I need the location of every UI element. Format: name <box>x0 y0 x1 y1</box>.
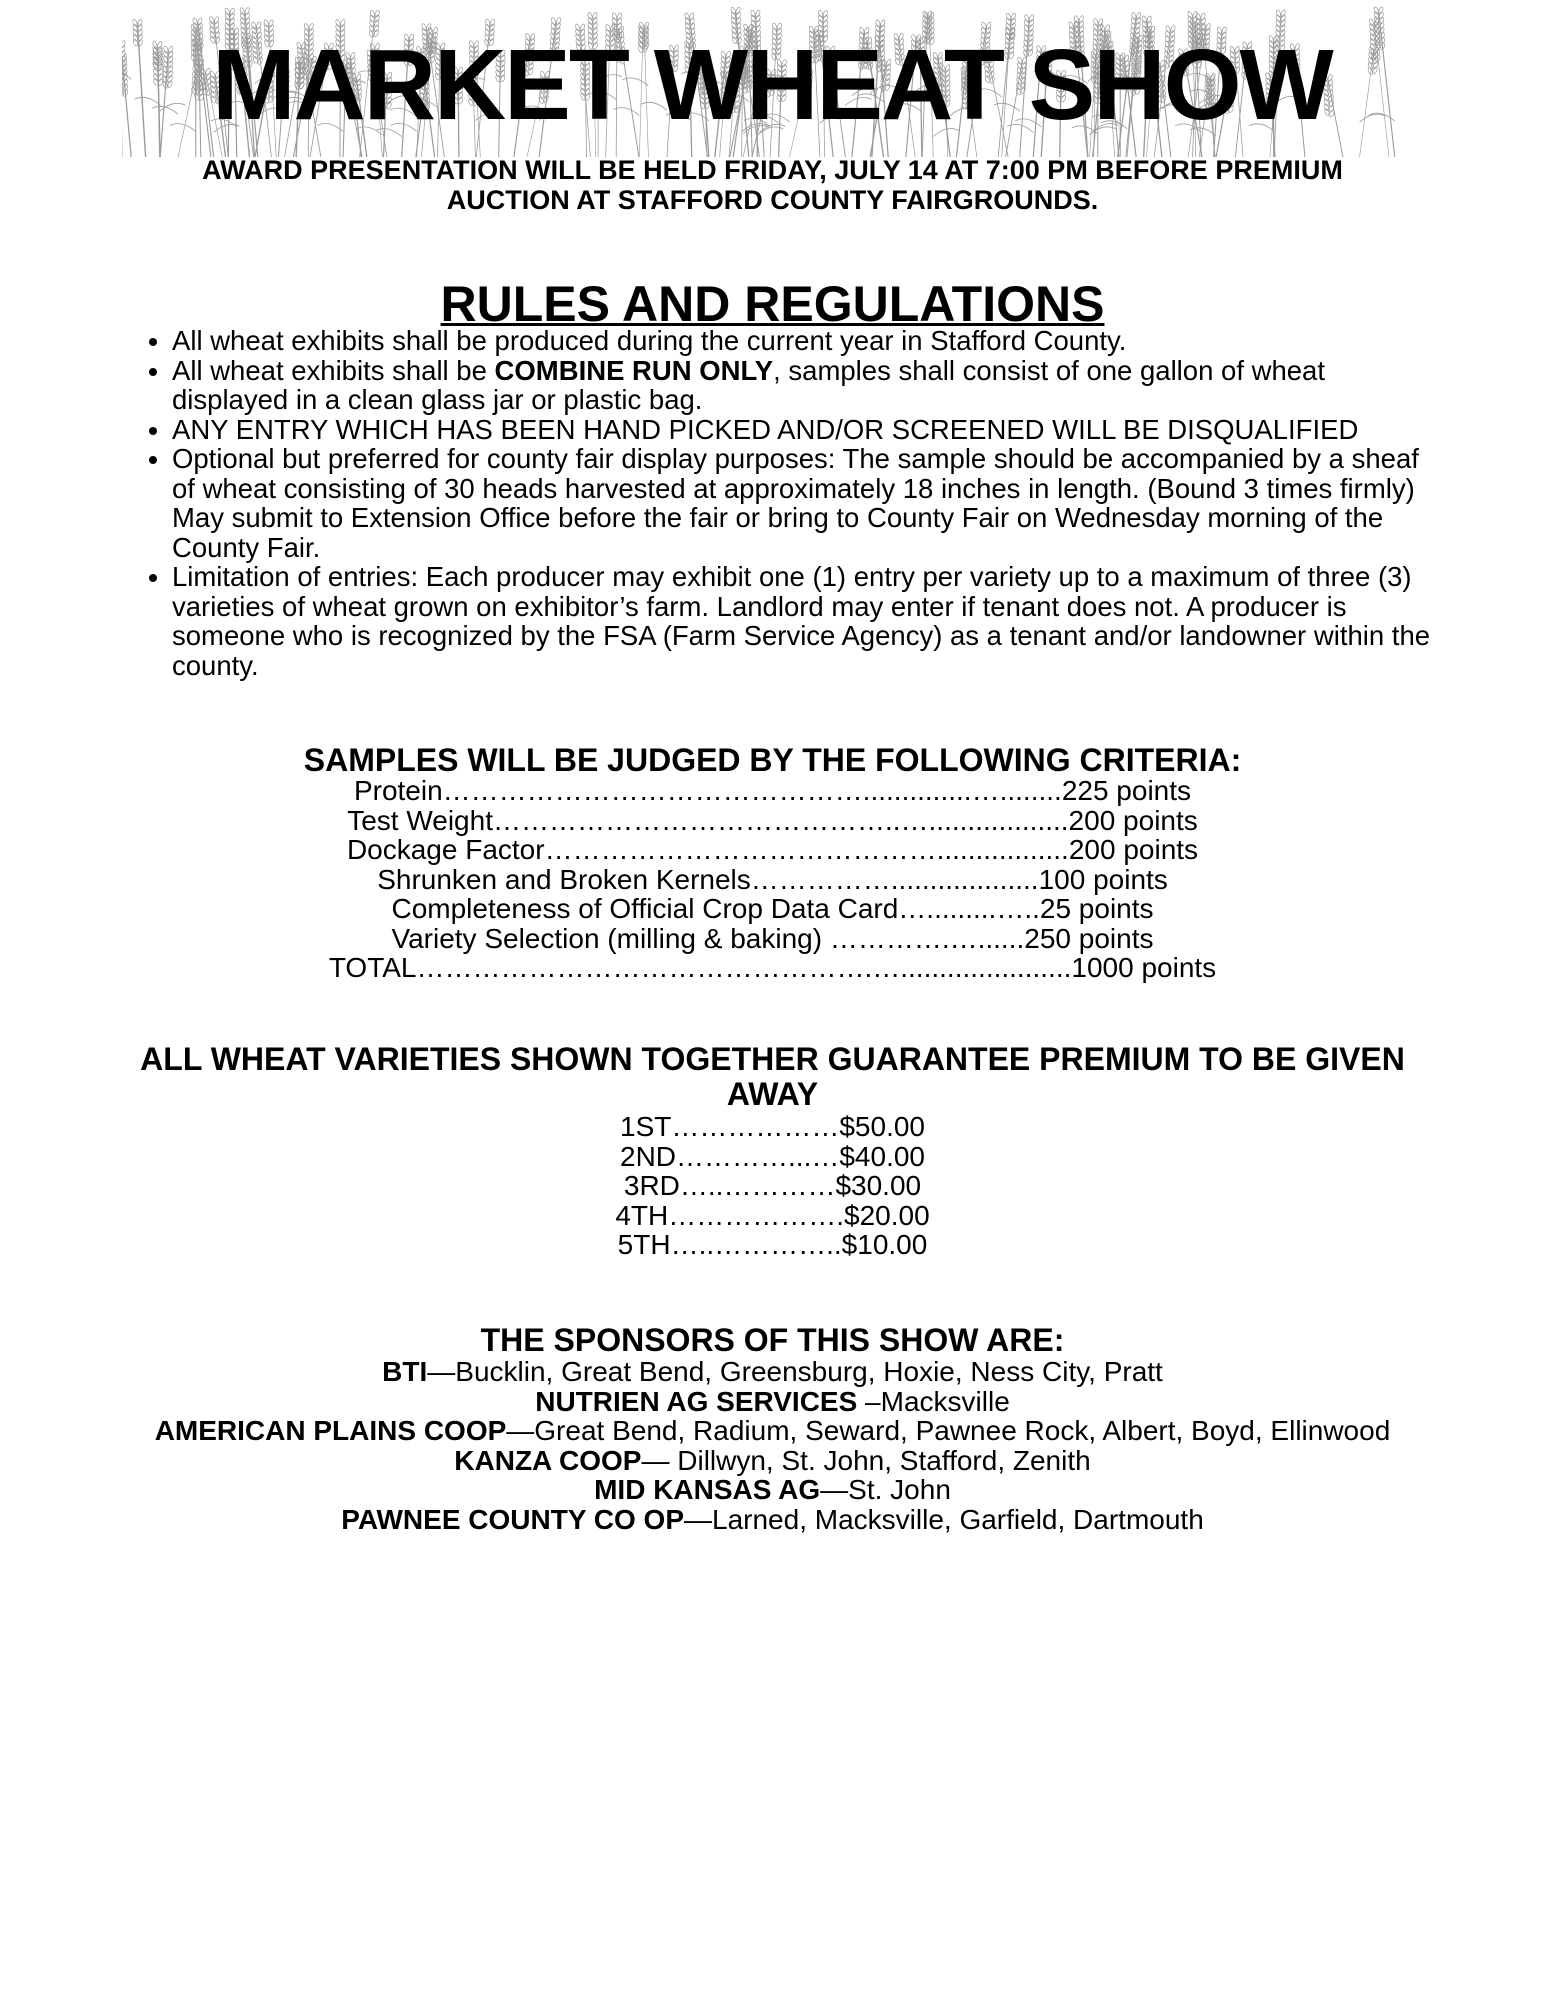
sponsor-item <box>100 1387 1445 1417</box>
sponsor-locations: —Bucklin, Great Bend, Greensburg, Hoxie, Ness City, Pratt <box>427 1356 1163 1387</box>
sponsor-item <box>100 1416 1445 1446</box>
sponsor-locations: —Larned, Macksville, Garfield, Dartmouth <box>684 1503 1204 1535</box>
criteria-heading: SAMPLES WILL BE JUDGED BY THE FOLLOWING CRITERIA: <box>303 742 1242 778</box>
prize-item: 5TH…..…………..$10.00 <box>617 1229 928 1260</box>
page-title: MARKET WHEAT SHOW <box>212 29 1332 141</box>
sponsor-name: MID KANSAS AG <box>594 1474 821 1505</box>
prize-item: 1ST………………$50.00 <box>620 1111 925 1142</box>
criteria-list <box>300 776 1245 983</box>
prize-item: 4TH……………….$20.00 <box>615 1199 930 1231</box>
wheat-kernel <box>1131 12 1137 20</box>
criteria-total: TOTAL………………………………………….…......................1000 points <box>328 952 1217 983</box>
wheat-kernel <box>689 12 695 20</box>
criteria-item: Protein………………………………………..............…........225 points <box>353 775 1192 806</box>
wheat-kernel <box>485 19 491 27</box>
rule-item: • ANY ENTRY WHICH HAS BEEN HAND PICKED AND/OR SCREENED WILL BE DISQUALIFIED <box>172 415 1447 445</box>
sponsor-name: NUTRIEN AG SERVICES <box>535 1385 858 1417</box>
sponsors-heading: THE SPONSORS OF THIS SHOW ARE: <box>480 1322 1065 1358</box>
sponsor-list <box>100 1357 1445 1534</box>
rule-item: • Limitation of entries: Each producer may exhibit one (1) entry per variety up to a maximum of three (3) varieties of wheat grown on exhibitor’s farm. Landlord may enter if tenant does not. A producer is someone who is recognized by the FSA (Farm Service Agency) as a tenant and/or landowner within the county. <box>172 562 1447 680</box>
sponsor-locations: — Dillwyn, St. John, Stafford, Zenith <box>641 1444 1091 1476</box>
rule-emphasis: COMBINE RUN ONLY <box>494 354 774 386</box>
rule-item <box>172 356 1447 415</box>
rule-text: All wheat exhibits shall be <box>172 354 495 386</box>
sponsor-name: BTI <box>382 1356 428 1387</box>
premium-heading: ALL WHEAT VARIETIES SHOWN TOGETHER GUARANTEE PREMIUM TO BE GIVEN AWAY <box>140 1041 1405 1112</box>
sponsor-locations: –Macksville <box>857 1385 1010 1417</box>
rule-text: , samples shall consist of one gallon of wheat displayed in a clean glass jar or plastic bag. <box>172 354 1325 415</box>
rule-item: • All wheat exhibits shall be produced during the current year in Stafford County. <box>172 326 1447 356</box>
prize-item: 3RD…..…………$30.00 <box>623 1170 922 1201</box>
sponsor-item <box>100 1446 1445 1476</box>
criteria-item: Test Weight……………………………………..…..................200 points <box>347 804 1198 836</box>
sponsor-locations: —Great Bend, Radium, Seward, Pawnee Rock, Albert, Boyd, Ellinwood <box>506 1415 1391 1446</box>
sponsor-name: AMERICAN PLAINS COOP <box>154 1415 507 1446</box>
prize-item: 2ND…………...…$40.00 <box>620 1140 925 1172</box>
sponsor-item <box>100 1505 1445 1535</box>
sponsor-item <box>100 1475 1445 1505</box>
wheat-kernel <box>551 17 557 25</box>
wheat-kernel <box>1200 13 1206 21</box>
criteria-item: Dockage Factor…………………………………….................200 points <box>346 834 1199 865</box>
rule-item: • Optional but preferred for county fair display purposes: The sample should be accompanied by a sheaf of wheat consisting of 30 heads harvested at approximately 18 inches in length. (Bound 3 times firmly) May submit to Extension Office before the fair or bring to County Fair on Wednesday morning of the County Fair. <box>172 444 1447 562</box>
sponsor-name: KANZA COOP <box>454 1444 642 1476</box>
criteria-item: Shrunken and Broken Kernels……………...................100 points <box>377 863 1168 895</box>
prize-list <box>500 1112 1045 1260</box>
rules-list <box>145 326 1447 680</box>
criteria-item: Completeness of Official Crop Data Card….........…..25 points <box>391 893 1154 924</box>
sponsor-name: PAWNEE COUNTY CO OP <box>341 1503 685 1535</box>
wheat-kernel <box>1378 6 1384 14</box>
sponsor-locations: —St. John <box>820 1474 951 1505</box>
award-notice: AWARD PRESENTATION WILL BE HELD FRIDAY, JULY 14 AT 7:00 PM BEFORE PREMIUM AUCTION AT STAFFORD COUNTY FAIRGROUNDS. <box>202 155 1343 215</box>
sponsor-item <box>100 1357 1445 1387</box>
rules-heading: RULES AND REGULATIONS <box>440 276 1105 332</box>
criteria-item: Variety Selection (milling & baking) ………….…......250 points <box>391 922 1154 954</box>
